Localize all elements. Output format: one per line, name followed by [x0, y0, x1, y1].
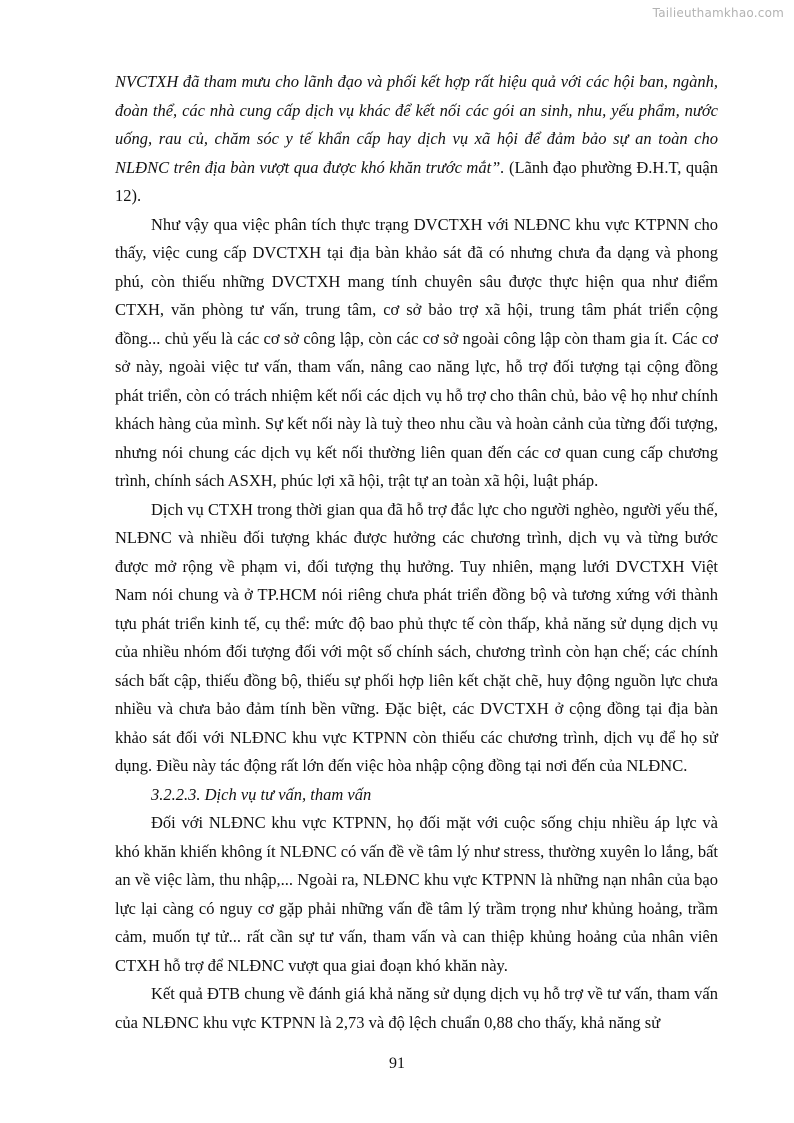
section-paragraph-1: Đối với NLĐNC khu vực KTPNN, họ đối mặt với cuộc sống chịu nhiều áp lực và khó khăn khiến không ít NLĐNC có vấn đề về tâm lý như stress, thường xuyên lo lắng, bất an về việc làm, thu nhập,... Ngoài ra, NLĐNC khu vực KTPNN là những nạn nhân của bạo lực lại càng có nguy cơ gặp phải những vấn đề tâm lý trầm trọng như khủng hoảng, trầm cảm, muốn tự tử... rất cần sự tư vấn, tham vấn và can thiệp khủng hoảng của nhân viên CTXH hỗ trợ để NLĐNC vượt qua giai đoạn khó khăn này. — [115, 813, 718, 975]
page-number: 91 — [389, 1055, 405, 1072]
section-heading: 3.2.2.3. Dịch vụ tư vấn, tham vấn — [151, 784, 372, 804]
quote-source: (Lãnh đạo phường Đ.H.T, quận 12). — [115, 157, 718, 205]
watermark: Tailieuthamkhao.com — [652, 6, 784, 20]
paragraph-2: Dịch vụ CTXH trong thời gian qua đã hỗ trợ đắc lực cho người nghèo, người yếu thế, NLĐNC và nhiều đối tượng khác được hưởng các chương trình, dịch vụ và từng bước được mở rộng về phạm vi, đối tượng thụ hưởng. Tuy nhiên, mạng lưới DVCTXH Việt Nam nói chung và ở TP.HCM nói riêng chưa phát triển đồng bộ và tương xứng với thành tựu phát triển kinh tế, cụ thể: mức độ bao phủ thực tế còn thấp, khả năng sử dụng dịch vụ của nhiều nhóm đối tượng đối với một số chính sách, chương trình còn hạn chế; các chính sách bất cập, thiếu đồng bộ, thiếu sự phối hợp liên kết chặt chẽ, huy động nguồn lực chưa nhiều và chưa bảo đảm tính bền vững. Đặc biệt, các DVCTXH ở cộng đồng tại địa bàn khảo sát đối với NLĐNC khu vực KTPNN còn thiếu các chương trình, dịch vụ để họ sử dụng. Điều này tác động rất lớn đến việc hòa nhập cộng đồng tại nơi đến của NLĐNC. — [115, 499, 718, 775]
quote-paragraph — [115, 68, 718, 211]
section-paragraph-2: Kết quả ĐTB chung về đánh giá khả năng sử dụng dịch vụ hỗ trợ về tư vấn, tham vấn của NLĐNC khu vực KTPNN là 2,73 và độ lệch chuẩn 0,88 cho thấy, khả năng sử — [115, 984, 718, 1032]
document-body — [115, 68, 718, 1037]
paragraph-1: Như vậy qua việc phân tích thực trạng DVCTXH với NLĐNC khu vực KTPNN cho thấy, việc cung cấp DVCTXH tại địa bàn khảo sát đã có nhưng chưa đa dạng và phong phú, còn thiếu những DVCTXH mang tính chuyên sâu được thực hiện qua như điểm CTXH, văn phòng tư vấn, trung tâm, cơ sở bảo trợ xã hội, trung tâm phát triển cộng đồng... chủ yếu là các cơ sở công lập, còn các cơ sở ngoài công lập còn tham gia ít. Các cơ sở này, ngoài việc tư vấn, tham vấn, nâng cao năng lực, hỗ trợ đối tượng tại cộng đồng phát triển, còn có trách nhiệm kết nối các dịch vụ hỗ trợ cho thân chủ, bảo vệ họ như chính khách hàng của mình. Sự kết nối này là tuỳ theo nhu cầu và hoàn cảnh của từng đối tượng, nhưng nói chung các dịch vụ kết nối thường liên quan đến các cơ quan cung cấp chương trình, chính sách ASXH, phúc lợi xã hội, trật tự an toàn xã hội, luật pháp. — [115, 214, 718, 490]
quote-text: NVCTXH đã tham mưu cho lãnh đạo và phối kết hợp rất hiệu quả với các hội ban, ngành, đoàn thể, các nhà cung cấp dịch vụ khác để kết nối các gói an sinh, nhu, yếu phẩm, nước uống, rau củ, chăm sóc y tế khẩn cấp hay dịch vụ xã hội để đảm bảo sự an toàn cho NLĐNC trên địa bàn vượt qua được khó khăn trước mắt”. — [115, 72, 718, 177]
